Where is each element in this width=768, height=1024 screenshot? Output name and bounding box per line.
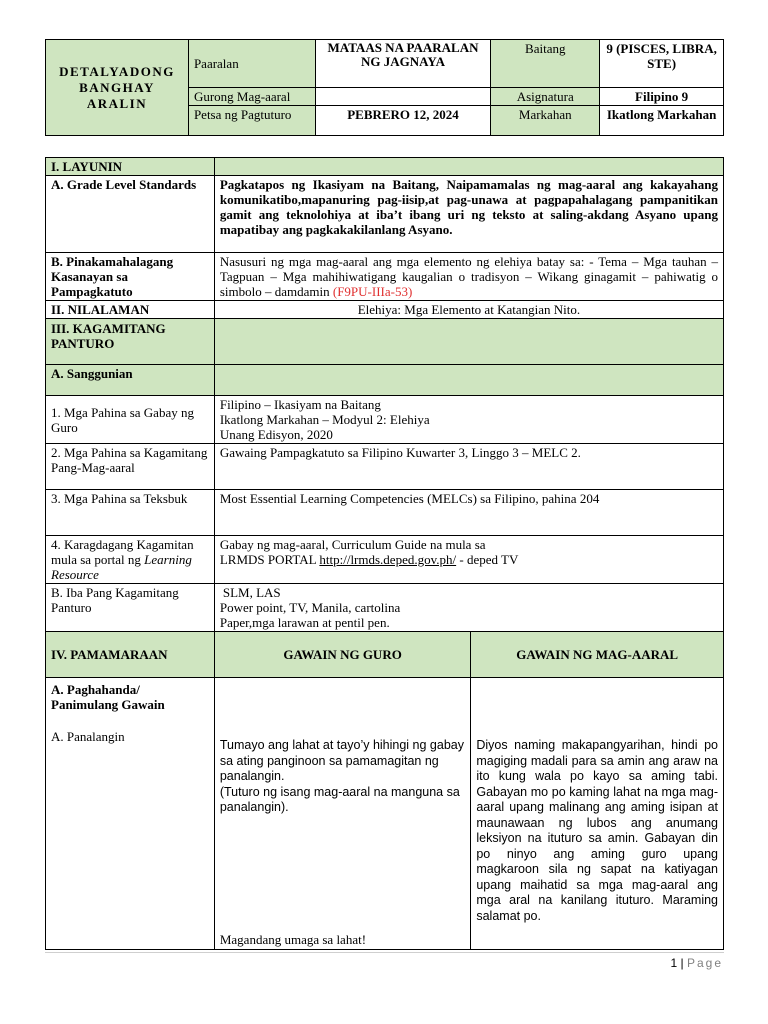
objectives-heading: I. LAYUNIN [51, 159, 123, 174]
teacher-value-cell [315, 88, 491, 106]
grade-standards-label: A. Grade Level Standards [51, 177, 197, 192]
competency-label: B. Pinakamahalagang Kasanayan sa Pampagkatuto [51, 254, 174, 299]
other-materials-line: SLM, LAS [222, 585, 281, 600]
teacher-prayer-note: (Tuturo ng isang mag-aaral na manguna sa panalangin). [219, 784, 460, 814]
textbook-label: 3. Mga Pahina sa Teksbuk [51, 491, 188, 506]
student-activity-cell [471, 678, 724, 950]
school-label-cell [188, 40, 315, 88]
header-table [45, 39, 724, 136]
teacher-guide-label: 1. Mga Pahina sa Gabay ng Guro [51, 404, 194, 435]
quarter-value-cell [600, 106, 724, 136]
subject-value: Filipino 9 [635, 89, 689, 104]
quarter-label: Markahan [518, 107, 572, 122]
materials-heading-cell [46, 319, 215, 365]
date-label-cell [188, 106, 315, 136]
grade-standards-text: Pagkatapos ng Ikasiyam na Baitang, Naipamamalas ng mag-aaral ang kakayahang komunikatibo,mapanuring pag-iisip,at pag-unawa at pagpapahalagang pampanitikan gamit ang teknolohiya at iba’t ibang uri ng teksto at saling-akdang Asyano upang mapatibay ang pagkakakilanlang Asyano. [219, 177, 718, 237]
learner-material-label-cell [46, 444, 215, 490]
grade-value: 9 (PISCES, LIBRA, STE) [606, 41, 717, 71]
materials-heading: III. KAGAMITANG PANTURO [51, 321, 166, 351]
teacher-label-cell [188, 88, 315, 106]
teacher-greeting: Magandang umaga sa lahat! [219, 931, 367, 947]
quarter-label-cell [491, 106, 600, 136]
teacher-guide-label-cell [46, 396, 215, 444]
date-value: PEBRERO 12, 2024 [347, 107, 459, 122]
document-title: DETALYADONG BANGHAY ARALIN [59, 63, 175, 111]
school-label: Paaralan [193, 56, 239, 71]
grade-standards-text-cell [214, 176, 723, 253]
portal-label: 4. Karagdagang Kagamitan mula sa portal ng [51, 537, 194, 567]
subject-label: Asignatura [516, 89, 574, 104]
other-materials-line: Power point, TV, Manila, cartolina [219, 600, 401, 615]
grade-standards-label-cell [46, 176, 215, 253]
competency-code: (F9PU-IIIa-53) [332, 284, 413, 299]
student-activity-heading: GAWAIN NG MAG-AARAL [516, 647, 679, 662]
lesson-plan-table [45, 157, 724, 950]
school-value-cell [315, 40, 491, 88]
portal-cell [214, 536, 723, 584]
learner-material-label: 2. Mga Pahina sa Kagamitang Pang-Mag-aaral [51, 445, 208, 475]
teacher-activity-heading: GAWAIN NG GURO [283, 647, 402, 662]
teacher-guide-line: Unang Edisyon, 2020 [219, 427, 333, 442]
references-heading-cell [46, 365, 215, 396]
student-prayer-text: Diyos naming makapangyarihan, hindi po magiging madali para sa amin ang araw na ito kung wala po kayo sa aming tabi. Gabayan mo po kaming lahat na mga mag-aaral upang malinang ang aming isipan at maunawaan ng lubos ang anumang leksiyon na ituturo sa amin. Gabayan din po ninyo ang aming guro upang magkaroon sila ng sapat na katiyagan upang maihatid sa mga mag-aaral ang mga aral na kanilang ituturo. Maraming salamat po. [476, 738, 718, 923]
textbook-cell [214, 490, 723, 536]
teacher-guide-line: Filipino – Ikasiyam na Baitang [219, 397, 381, 412]
quarter-value: Ikatlong Markahan [606, 107, 717, 122]
content-heading-cell [46, 301, 215, 319]
page-separator: | [680, 956, 684, 970]
other-materials-line: Paper,mga larawan at pentil pen. [219, 615, 390, 630]
prep-label: A. Paghahanda/ Panimulang Gawain [51, 682, 165, 712]
content-heading: II. NILALAMAN [51, 302, 150, 317]
teacher-activity-cell [214, 678, 471, 950]
teacher-label: Gurong Mag-aaral [193, 89, 291, 104]
prayer-label: A. Panalangin [51, 729, 125, 744]
content-text-cell [214, 301, 723, 319]
competency-text: Nasusuri ng mga mag-aaral ang mga elemento ng elehiya batay sa: - Tema – Mga tauhan – Tagpuan – Mga mahihiwatigang kaugalian o tradisyon – Wikang ginagamit – pahiwatig o simbolo – damdamin [219, 254, 718, 299]
textbook-label-cell [46, 490, 215, 536]
page-footer [670, 956, 723, 970]
subject-value-cell [600, 88, 724, 106]
learner-material-cell [214, 444, 723, 490]
teacher-guide-line: Ikatlong Markahan – Modyul 2: Elehiya [219, 412, 430, 427]
other-materials-label-cell [46, 584, 215, 632]
teacher-prayer-text: Tumayo ang lahat at tayo’y hihingi ng gabay sa ating panginoon sa pamamagitan ng panalangin. [219, 738, 464, 783]
competency-text-cell [214, 253, 723, 301]
page-number: 1 [670, 956, 678, 970]
teacher-activity-heading-cell [214, 632, 471, 678]
page-word: Page [686, 956, 723, 970]
learner-material-text: Gawaing Pampagkatuto sa Filipino Kuwarter 3, Linggo 3 – MELC 2. [219, 445, 581, 460]
grade-label-cell [491, 40, 600, 88]
portal-suffix: - deped TV [456, 552, 519, 567]
student-activity-heading-cell [471, 632, 724, 678]
objectives-heading-filler [214, 158, 723, 176]
school-value: MATAAS NA PAARALAN NG JAGNAYA [327, 40, 479, 69]
other-materials-label: B. Iba Pang Kagamitang Panturo [51, 585, 179, 615]
grade-label: Baitang [525, 41, 566, 56]
lrmds-portal-link[interactable]: http://lrmds.deped.gov.ph/ [319, 552, 457, 567]
subject-label-cell [491, 88, 600, 106]
footer-divider [45, 952, 724, 953]
prep-label-cell [46, 678, 215, 950]
textbook-text: Most Essential Learning Competencies (MELCs) sa Filipino, pahina 204 [219, 491, 600, 506]
procedure-heading: IV. PAMAMARAAN [51, 647, 168, 662]
materials-heading-filler [214, 319, 723, 365]
grade-value-cell [600, 40, 724, 88]
date-value-cell [315, 106, 491, 136]
competency-label-cell [46, 253, 215, 301]
portal-line: Gabay ng mag-aaral, Curriculum Guide na mula sa [219, 537, 486, 552]
content-text: Elehiya: Mga Elemento at Katangian Nito. [357, 302, 581, 317]
references-heading: A. Sanggunian [51, 366, 133, 381]
date-label: Petsa ng Pagtuturo [193, 107, 292, 122]
other-materials-cell [214, 584, 723, 632]
teacher-guide-cell [214, 396, 723, 444]
procedure-heading-cell [46, 632, 215, 678]
portal-label-italic: Learning Resource [51, 552, 192, 582]
objectives-heading-cell [46, 158, 215, 176]
portal-prefix: LRMDS PORTAL [219, 552, 320, 567]
document-title-cell [46, 40, 189, 136]
portal-label-cell [46, 536, 215, 584]
references-heading-filler [214, 365, 723, 396]
